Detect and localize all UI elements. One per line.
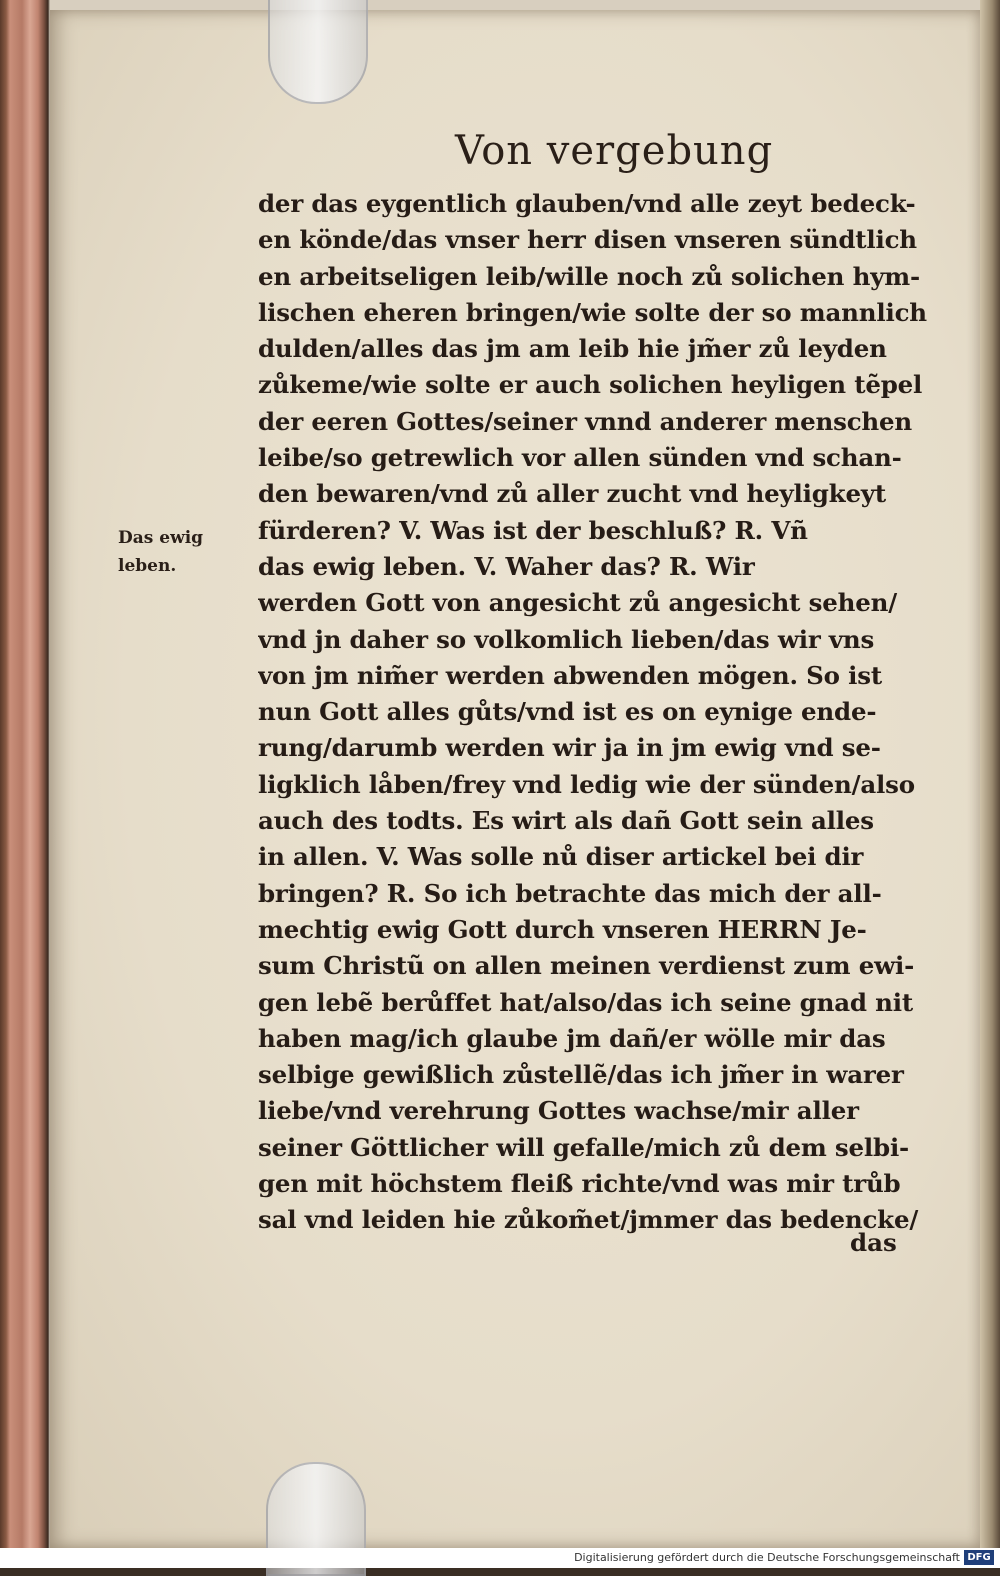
text-line: bringen? R. So ich betrachte das mich der all-: [258, 878, 882, 908]
text-line: der eeren Gottes/seiner vnnd anderer menschen: [258, 406, 913, 436]
text-line: haben mag/ich glaube jm dañ/er wölle mir das: [258, 1023, 886, 1053]
body-text: [258, 186, 930, 1239]
text-line: dulden/alles das jm am leib hie jm̃er zů leyden: [258, 334, 887, 364]
text-line: liebe/vnd verehrung Gottes wachse/mir aller: [258, 1096, 859, 1126]
text-line: zůkeme/wie solte er auch solichen heyligen tẽpel: [258, 370, 923, 400]
text-line: gen mit höchstem fleiß richte/vnd was mir trůb: [258, 1169, 901, 1199]
text-line: sum Christũ on allen meinen verdienst zum ewi-: [258, 951, 915, 981]
text-line: lischen eheren bringen/wie solte der so mannlich: [258, 297, 927, 327]
text-line: fürderen? V. Was ist der beschluß? R. Vñ: [258, 515, 808, 545]
margin-note-line: Das ewig: [118, 528, 204, 548]
margin-note: [118, 524, 228, 580]
text-line: seiner Göttlicher will gefalle/mich zů dem selbi-: [258, 1132, 910, 1162]
text-line: das ewig leben. V. Waher das? R. Wir: [258, 551, 755, 581]
text-line: selbige gewißlich zůstellẽ/das ich jm̃er in warer: [258, 1060, 904, 1090]
text-line: der das eygentlich glauben/vnd alle zeyt bedeck-: [258, 189, 916, 218]
page-clip-top: [268, 0, 368, 104]
footer-credit: Digitalisierung gefördert durch die Deutsche Forschungsgemeinschaft: [574, 1551, 960, 1564]
text-line: auch des todts. Es wirt als dañ Gott sein alles: [258, 806, 874, 836]
text-line: gen lebẽ berůffet hat/also/das ich seine gnad nit: [258, 987, 914, 1017]
text-line: en arbeitseligen leib/wille noch zů solichen hym-: [258, 261, 920, 291]
running-header: Von vergebung: [455, 128, 774, 174]
text-line: nun Gott alles gůts/vnd ist es on eynige ende-: [258, 697, 877, 727]
facing-page-edge: [980, 0, 1000, 1548]
text-line: leibe/so getrewlich vor allen sünden vnd schan-: [258, 443, 902, 473]
text-line: ligklich låben/frey vnd ledig wie der sünden/also: [258, 769, 915, 799]
text-line: mechtig ewig Gott durch vnseren HERRN Je-: [258, 914, 867, 944]
text-line: en könde/das vnser herr disen vnseren sündtlich: [258, 225, 917, 255]
text-line: rung/darumb werden wir ja in jm ewig vnd se-: [258, 733, 881, 763]
text-line: werden Gott von angesicht zů angesicht sehen/: [258, 588, 897, 618]
dfg-logo: DFG: [964, 1550, 994, 1565]
margin-note-line: leben.: [118, 556, 177, 576]
catchword: das: [850, 1228, 897, 1257]
text-line: in allen. V. Was solle nů diser artickel bei dir: [258, 842, 864, 872]
text-line: vnd jn daher so volkomlich lieben/das wir vns: [258, 624, 875, 654]
text-line: sal vnd leiden hie zůkom̃et/jmmer das bedencke/: [258, 1205, 919, 1235]
text-line: von jm nim̃er werden abwenden mögen. So ist: [258, 660, 882, 690]
text-line: den bewaren/vnd zů aller zucht vnd heyligkeyt: [258, 479, 886, 509]
